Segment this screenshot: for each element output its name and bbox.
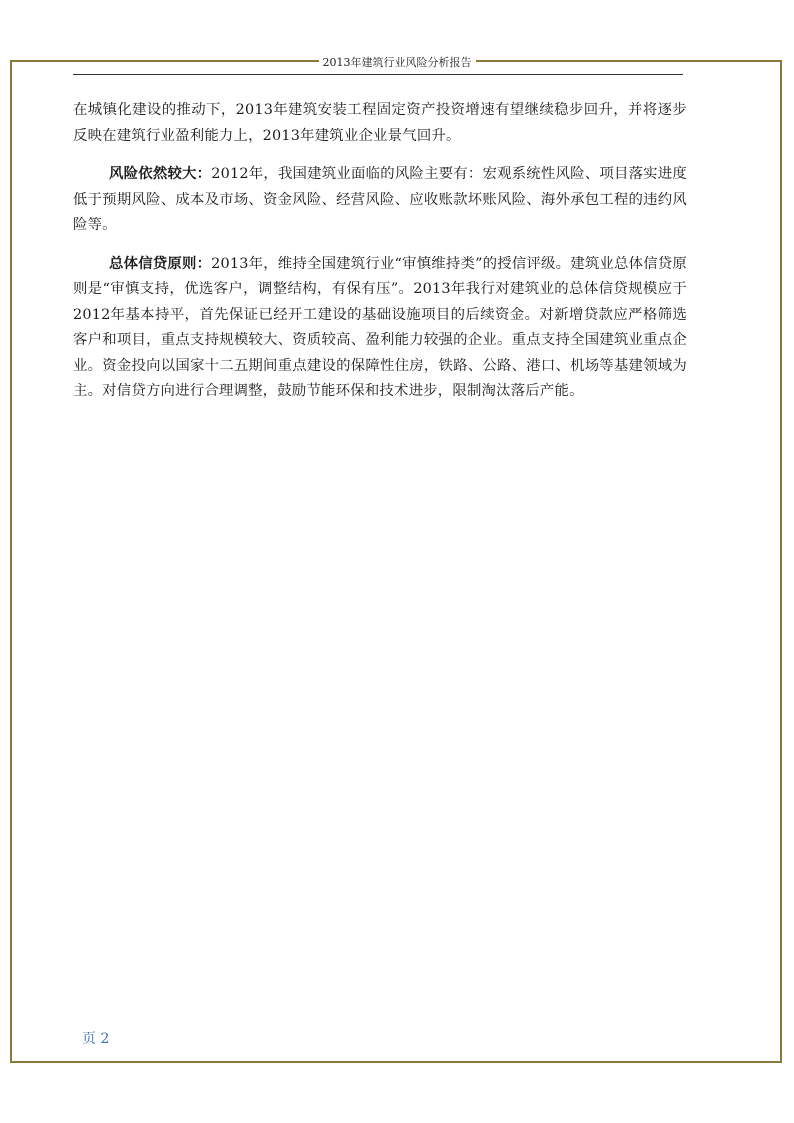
- page-number: 页 2: [82, 1031, 110, 1047]
- paragraph-2-text: 2012年，我国建筑业面临的风险主要有：宏观系统性风险、项目落实进度低于预期风险、成本及市场、资金风险、经营风险、应收账款坏账风险、海外承包工程的违约风险等。: [73, 166, 687, 233]
- paragraph-2: [73, 161, 687, 239]
- running-header: [0, 56, 794, 70]
- paragraph-3-label: 总体信贷原则：: [109, 254, 212, 272]
- paragraph-1-text: 在城镇化建设的推动下，2013年建筑安装工程固定资产投资增速有望继续稳步回升，并将逐步反映在建筑行业盈利能力上，2013年建筑业企业景气回升。: [73, 102, 687, 144]
- document-body: [73, 98, 687, 417]
- paragraph-3-text: 2013年，维持全国建筑行业“审慎维持类”的授信评级。建筑业总体信贷原则是“审慎支持，优选客户，调整结构，有保有压”。2013年我行对建筑业的总体信贷规模应于2012年基本持平，首先保证已经开工建设的基础设施项目的后续资金。对新增贷款应严格筛选客户和项目，重点支持规模较大、资质较高、盈利能力较强的企业。重点支持全国建筑业重点企业。资金投向以国家十二五期间重点建设的保障性住房，铁路、公路、港口、机场等基建领域为主。对信贷方向进行合理调整，鼓励节能环保和技术进步，限制淘汰落后产能。: [73, 255, 687, 399]
- paragraph-1: [73, 98, 687, 149]
- header-divider: [73, 74, 683, 75]
- paragraph-3: [73, 251, 687, 405]
- paragraph-2-label: 风险依然较大：: [109, 165, 212, 182]
- header-title: 2013年建筑行业风险分析报告: [319, 56, 476, 69]
